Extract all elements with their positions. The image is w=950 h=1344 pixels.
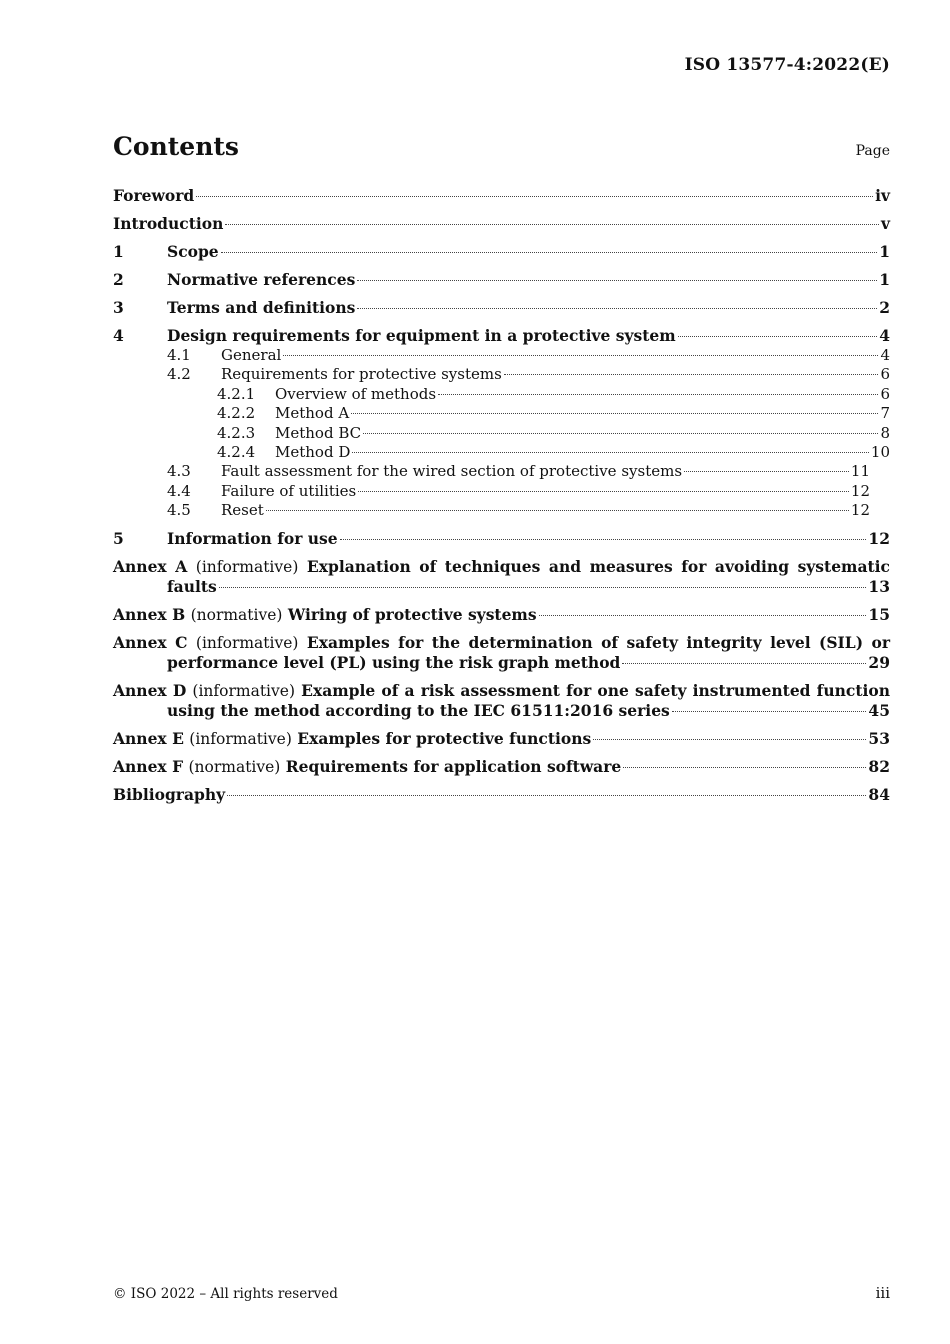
toc-page-number: v bbox=[880, 214, 890, 233]
toc-page-number: 4 bbox=[879, 326, 890, 345]
toc-entry-4-5[interactable] bbox=[113, 501, 890, 520]
annex-title-line2 bbox=[113, 577, 890, 597]
toc-entry-text: Introduction bbox=[113, 214, 224, 233]
toc-section-number: 3 bbox=[113, 298, 124, 317]
dot-leader bbox=[539, 615, 867, 616]
annex-title: Examples for the determination of safety integrity level (SIL) or bbox=[306, 632, 890, 652]
toc-page-number: 12 bbox=[850, 501, 870, 520]
toc-page-number: 82 bbox=[868, 756, 890, 776]
annex-title-continued: using the method according to the IEC 61511:2016 series bbox=[167, 700, 670, 720]
toc-entry-annex-c[interactable] bbox=[113, 633, 890, 673]
annex-title: Explanation of techniques and measures for avoiding systematic bbox=[306, 556, 890, 576]
toc-page-number: 13 bbox=[868, 576, 890, 596]
dot-leader bbox=[622, 663, 866, 664]
page-number: iii bbox=[875, 1284, 890, 1302]
annex-title-line1 bbox=[113, 557, 890, 577]
annex-type: (informative) bbox=[195, 557, 299, 576]
toc-section-number: 4.2 bbox=[167, 365, 191, 384]
toc-entry-text: Bibliography bbox=[113, 784, 226, 804]
dot-leader bbox=[225, 224, 879, 225]
dot-leader bbox=[357, 308, 877, 309]
toc-page-number: 7 bbox=[880, 404, 890, 423]
toc-section-number: 2 bbox=[113, 270, 124, 289]
toc-entry-text: Fault assessment for the wired section of protective systems bbox=[221, 462, 683, 481]
toc-page-number: 53 bbox=[868, 728, 890, 748]
toc-entry-text: Failure of utilities bbox=[221, 481, 357, 500]
dot-leader bbox=[357, 280, 877, 281]
toc-page-number: 4 bbox=[880, 346, 890, 364]
dot-leader bbox=[340, 539, 867, 540]
toc-entry-text: Information for use bbox=[167, 528, 338, 548]
annex-title: Example of a risk assessment for one safety instrumented function bbox=[301, 680, 890, 700]
toc-entry-text bbox=[113, 757, 621, 777]
toc-entry-text: Requirements for protective systems bbox=[221, 365, 502, 384]
annex-title-line1 bbox=[113, 633, 890, 653]
annex-type: (normative) bbox=[188, 757, 281, 776]
annex-label: Annex B bbox=[113, 604, 186, 624]
toc-entry-annex-a[interactable] bbox=[113, 557, 890, 597]
dot-leader bbox=[504, 374, 879, 375]
annex-title: Requirements for application software bbox=[285, 756, 622, 776]
dot-leader bbox=[363, 433, 878, 434]
toc-entry-4-3[interactable] bbox=[113, 462, 890, 481]
dot-leader bbox=[351, 413, 878, 414]
toc-page-number: 12 bbox=[868, 528, 890, 548]
dot-leader bbox=[678, 336, 878, 337]
page-column-label: Page bbox=[855, 143, 890, 159]
toc-section-number: 5 bbox=[113, 528, 124, 548]
toc-entry-4-2-2[interactable] bbox=[113, 404, 890, 423]
toc-page-number: 29 bbox=[868, 652, 890, 672]
annex-type: (informative) bbox=[195, 633, 299, 652]
dot-leader bbox=[196, 196, 873, 197]
document-id: ISO 13577-4:2022(E) bbox=[684, 55, 890, 75]
annex-type: (normative) bbox=[190, 605, 283, 624]
toc-page-number: 12 bbox=[850, 481, 870, 500]
toc-entry-scope[interactable] bbox=[113, 242, 890, 262]
annex-title-continued: performance level (PL) using the risk graph method bbox=[167, 652, 621, 672]
dot-leader bbox=[438, 394, 878, 395]
toc-entry-annex-f[interactable] bbox=[113, 757, 890, 777]
toc-page-number: 10 bbox=[870, 443, 890, 462]
annex-label: Annex A bbox=[113, 556, 188, 576]
toc-section-number: 4.2.2 bbox=[217, 404, 256, 423]
dot-leader bbox=[684, 471, 849, 472]
toc-entry-annex-e[interactable] bbox=[113, 729, 890, 749]
dot-leader bbox=[623, 767, 866, 768]
toc-entry-information-for-use[interactable] bbox=[113, 529, 890, 549]
annex-title: Wiring of protective systems bbox=[287, 604, 537, 624]
toc-entry-text: Method D bbox=[275, 443, 351, 462]
toc-page-number: 15 bbox=[868, 604, 890, 624]
toc-entry-4-2-1[interactable] bbox=[113, 385, 890, 404]
dot-leader bbox=[266, 510, 849, 511]
toc-entry-text: Method BC bbox=[275, 423, 362, 442]
annex-label: Annex C bbox=[113, 632, 188, 652]
toc-entry-text bbox=[113, 729, 591, 749]
dot-leader bbox=[672, 711, 867, 712]
copyright-notice: © ISO 2022 – All rights reserved bbox=[113, 1286, 338, 1302]
toc-entry-text: Foreword bbox=[113, 186, 195, 205]
toc-section-number: 4.2.3 bbox=[217, 423, 256, 442]
dot-leader bbox=[593, 739, 866, 740]
annex-title-line1 bbox=[113, 681, 890, 701]
toc-entry-text: Scope bbox=[167, 242, 219, 261]
toc-entry-text: Overview of methods bbox=[275, 384, 437, 403]
toc-entry-bibliography[interactable] bbox=[113, 785, 890, 805]
toc-entry-text: General bbox=[221, 346, 282, 364]
annex-label: Annex F bbox=[113, 756, 184, 776]
toc-section-number: 1 bbox=[113, 242, 124, 261]
toc-section-number: 4.3 bbox=[167, 462, 191, 481]
toc-section-number: 4 bbox=[113, 326, 124, 345]
toc-section-number: 4.4 bbox=[167, 481, 191, 500]
dot-leader bbox=[358, 491, 849, 492]
toc-page-number: 45 bbox=[868, 700, 890, 720]
annex-title: Examples for protective functions bbox=[297, 728, 592, 748]
toc-entry-foreword[interactable] bbox=[113, 186, 890, 206]
dot-leader bbox=[219, 587, 867, 588]
toc-entry-text: Method A bbox=[275, 404, 350, 423]
toc-page-number: iv bbox=[875, 186, 890, 205]
annex-title-line2 bbox=[113, 653, 890, 673]
table-of-contents bbox=[113, 184, 890, 805]
toc-entry-introduction[interactable] bbox=[113, 214, 890, 234]
toc-page-number: 8 bbox=[880, 423, 890, 442]
toc-entry-text: Normative references bbox=[167, 270, 356, 289]
annex-title-continued: faults bbox=[167, 576, 217, 596]
dot-leader bbox=[227, 795, 866, 796]
toc-page-number: 1 bbox=[879, 270, 890, 289]
annex-type: (informative) bbox=[192, 681, 295, 700]
toc-entry-text: Reset bbox=[221, 501, 264, 520]
annex-label: Annex D bbox=[113, 680, 187, 700]
toc-entry-annex-d[interactable] bbox=[113, 681, 890, 721]
toc-page-number: 84 bbox=[868, 784, 890, 804]
dot-leader bbox=[221, 252, 878, 253]
toc-entry-annex-b[interactable] bbox=[113, 605, 890, 625]
toc-section-number: 4.2.4 bbox=[217, 443, 256, 462]
toc-entry-text: Design requirements for equipment in a protective system bbox=[167, 326, 676, 345]
toc-entry-design-requirements[interactable] bbox=[113, 326, 890, 346]
toc-entry-terms-definitions[interactable] bbox=[113, 298, 890, 318]
toc-page-number: 11 bbox=[850, 462, 870, 481]
toc-entry-normative-references[interactable] bbox=[113, 270, 890, 290]
toc-entry-text bbox=[113, 605, 537, 625]
dot-leader bbox=[352, 452, 869, 453]
toc-page-number: 6 bbox=[880, 384, 890, 403]
toc-page-number: 6 bbox=[880, 365, 890, 384]
annex-type: (informative) bbox=[189, 729, 292, 748]
toc-entry-text: Terms and definitions bbox=[167, 298, 356, 317]
toc-entry-4-2-4[interactable] bbox=[113, 443, 890, 462]
toc-entry-4-2[interactable] bbox=[113, 365, 890, 384]
toc-page-number: 2 bbox=[879, 298, 890, 317]
toc-entry-4-4[interactable] bbox=[113, 482, 890, 501]
toc-page-number: 1 bbox=[879, 242, 890, 261]
annex-label: Annex E bbox=[113, 728, 184, 748]
annex-title-line2 bbox=[113, 701, 890, 721]
toc-entry-4-1[interactable] bbox=[113, 346, 890, 365]
toc-entry-4-2-3[interactable] bbox=[113, 424, 890, 443]
toc-section-number: 4.5 bbox=[167, 501, 191, 520]
dot-leader bbox=[283, 355, 878, 356]
toc-section-number: 4.1 bbox=[167, 346, 191, 364]
toc-section-number: 4.2.1 bbox=[217, 384, 256, 403]
page-title: Contents bbox=[113, 132, 240, 161]
